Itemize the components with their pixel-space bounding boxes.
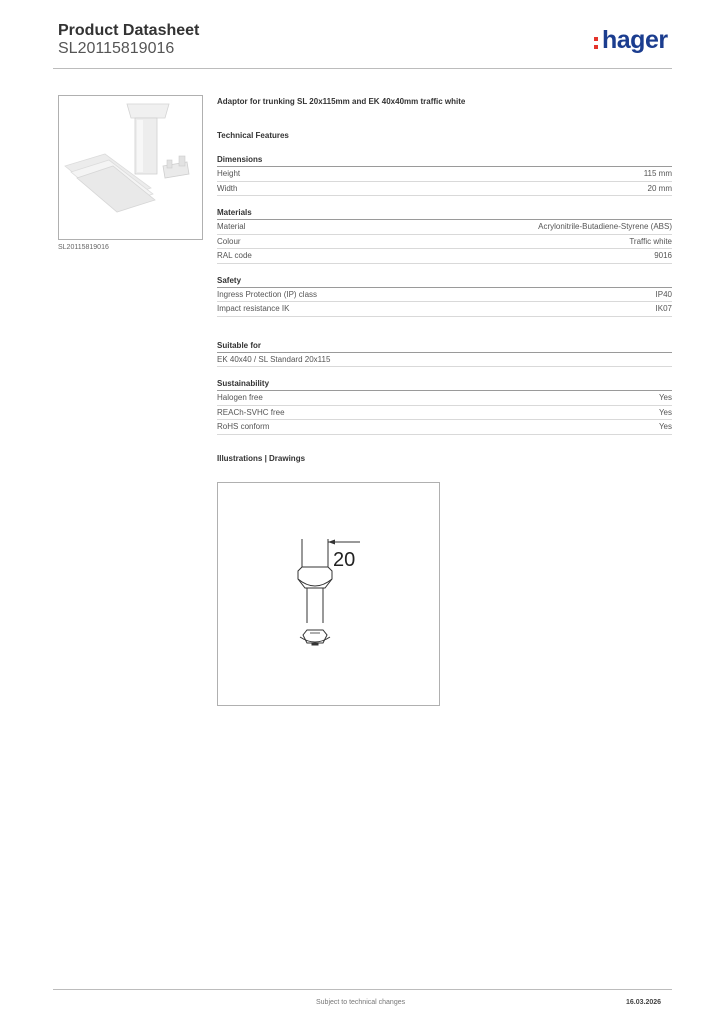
spec-value: 9016 [654,251,672,260]
footer-date: 16.03.2026 [626,999,662,1006]
spec-label: RoHS conform [217,422,270,431]
spec-value: Yes [658,407,672,417]
article-number: SL20115819016 [58,40,175,57]
header-divider [53,68,672,69]
spec-label: Material [217,222,246,231]
section-title: Materials [217,206,672,220]
section-title: Sustainability [217,377,672,391]
spec-row [217,167,672,182]
spec-label: Ingress Protection (IP) class [217,289,318,299]
footer-divider [53,989,672,990]
product-photo [58,95,203,240]
spec-value: IP40 [655,289,672,299]
section-safety [217,274,672,317]
spec-value: Yes [658,422,672,431]
spec-label: RAL code [217,251,252,260]
footer-note: Subject to technical changes [316,999,406,1006]
spec-row [217,420,672,435]
spec-value: 20 mm [647,183,672,193]
spec-value: 115 mm [643,169,672,178]
illustrations-heading: Illustrations | Drawings [217,453,306,463]
logo-dot-top [594,37,598,41]
spec-row [217,302,672,317]
logo-text: hager [602,26,668,54]
spec-label: Height [217,169,241,178]
section-dimensions [217,153,672,196]
section-materials [217,206,672,264]
spec-label: Impact resistance IK [217,304,290,313]
spec-row [217,391,672,406]
spec-row [217,288,672,303]
spec-row [217,182,672,197]
spec-value: IK07 [655,304,672,313]
spec-row [217,249,672,264]
technical-drawing-svg [218,483,439,705]
section-suitable-for [217,339,672,368]
spec-row [217,406,672,421]
drawing-collar [298,567,332,586]
spec-value: Yes [658,393,672,402]
content-column [217,95,672,465]
technical-drawing [217,482,440,706]
drawing-foot [312,643,318,645]
spec-value: Traffic white [629,236,672,246]
section-sustainability [217,377,672,435]
spec-value: Acrylonitrile-Butadiene-Styrene (ABS) [538,222,672,231]
section-title: Safety [217,274,672,288]
dimension-label: 20 [333,549,356,571]
technical-features-heading: Technical Features [217,131,289,140]
hager-logo [592,28,674,58]
product-photo-illustration [59,96,202,239]
drawing-collar-lower [298,579,332,588]
spec-label: Width [217,183,238,193]
spec-label: Colour [217,236,241,246]
drawing-base [303,630,327,643]
section-title: Suitable for [217,339,672,353]
spec-label: REACh-SVHC free [217,407,285,417]
dimension-arrow [328,540,335,545]
spec-label: EK 40x40 / SL Standard 20x115 [217,354,331,364]
logo-dot-bottom [594,45,598,49]
page-title: Product Datasheet [58,22,200,39]
spec-row [217,353,672,368]
spec-row [217,235,672,250]
spec-row [217,220,672,235]
product-image-caption: SL20115819016 [58,244,109,251]
product-name: Adaptor for trunking SL 20x115mm and EK 40x40mm traffic white [217,97,466,106]
spec-label: Halogen free [217,393,263,402]
section-title: Dimensions [217,153,672,167]
